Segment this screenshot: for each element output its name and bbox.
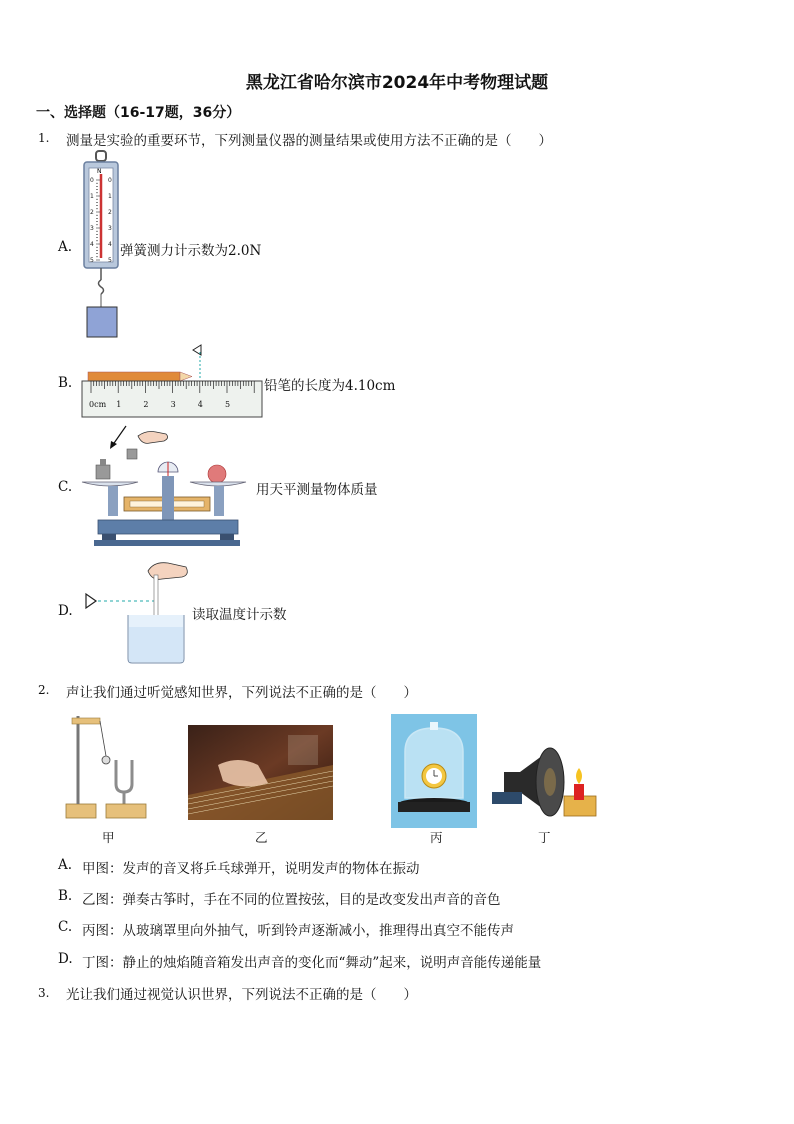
q1-option-c-letter: C. — [58, 479, 73, 495]
hand-icon — [138, 432, 168, 444]
q2-option-c-text: 丙图：从玻璃罩里向外抽气，听到铃声逐渐减小，推理得出真空不能传声 — [82, 923, 514, 939]
scale-number: 4 — [90, 241, 94, 248]
question-3-number: 3. — [38, 986, 50, 1000]
scale-number: 5 — [90, 257, 94, 264]
caption-ding: 丁 — [538, 830, 551, 845]
q2-option-d-letter: D. — [58, 951, 73, 967]
q1-option-a-text: 弹簧测力计示数为2.0N — [120, 243, 262, 259]
bell-jar-photo — [391, 714, 477, 828]
scale-number: 2 — [90, 209, 94, 216]
scale-number: 4 — [108, 241, 112, 248]
section-heading: 一、选择题（16-17题，36分） — [36, 105, 241, 121]
scale-number: 3 — [90, 225, 94, 232]
page-title: 黑龙江省哈尔滨市2024年中考物理试题 — [245, 73, 549, 93]
question-2-number: 2. — [38, 683, 50, 697]
scale-number: 0 — [108, 177, 112, 184]
q2-option-a-text: 甲图：发声的音叉将乒乓球弹开，说明发声的物体在振动 — [82, 861, 420, 877]
balance-figure — [80, 424, 250, 550]
q2-option-d-text: 丁图：静止的烛焰随音箱发出声音的变化而“舞动”起来，说明声音能传递能量 — [82, 955, 542, 971]
question-2-text: 声让我们通过听觉感知世界，下列说法不正确的是（ ） — [66, 685, 417, 701]
question-1-number: 1. — [38, 131, 50, 145]
q1-option-d-text: 读取温度计示数 — [192, 607, 287, 623]
ruler-number: 4 — [197, 400, 203, 409]
guzheng-photo — [188, 725, 333, 820]
caption-yi: 乙 — [255, 830, 268, 845]
thermometer-figure — [84, 557, 194, 667]
caption-jia: 甲 — [102, 830, 115, 845]
scale-number: 0 — [90, 177, 94, 184]
scale-number: 5 — [108, 257, 112, 264]
q2-option-b-letter: B. — [58, 888, 73, 904]
q1-option-c-text: 用天平测量物体质量 — [256, 482, 378, 498]
question-1-text: 测量是实验的重要环节，下列测量仪器的测量结果或使用方法不正确的是（ ） — [66, 133, 552, 149]
q1-option-b-text: 铅笔的长度为4.10cm — [264, 378, 396, 394]
speaker-candle-figure — [490, 718, 602, 822]
question-3-text: 光让我们通过视觉认识世界，下列说法不正确的是（ ） — [66, 987, 417, 1003]
caption-bing: 丙 — [430, 830, 443, 845]
pencil-ruler-figure — [80, 340, 266, 422]
ruler-number: 2 — [143, 400, 149, 409]
scale-number: 1 — [90, 193, 94, 200]
q2-option-b-text: 乙图：弹奏古筝时，手在不同的位置按弦，目的是改变发出声音的音色 — [82, 892, 501, 908]
ruler-number: 0cm — [89, 400, 107, 409]
q1-option-a-letter: A. — [58, 239, 73, 255]
scale-number: 1 — [108, 193, 112, 200]
q1-option-b-letter: B. — [58, 375, 73, 391]
ruler-number: 1 — [116, 400, 122, 409]
q2-option-a-letter: A. — [58, 857, 73, 873]
ruler-number: 3 — [170, 400, 176, 409]
tuning-fork-figure — [62, 712, 158, 822]
q1-option-d-letter: D. — [58, 603, 73, 619]
eye-icon — [86, 594, 96, 608]
q2-option-c-letter: C. — [58, 919, 73, 935]
ruler-number: 5 — [225, 400, 231, 409]
scale-number: 2 — [108, 209, 112, 216]
gauge-unit: N — [97, 168, 102, 175]
scale-number: 3 — [108, 225, 112, 232]
